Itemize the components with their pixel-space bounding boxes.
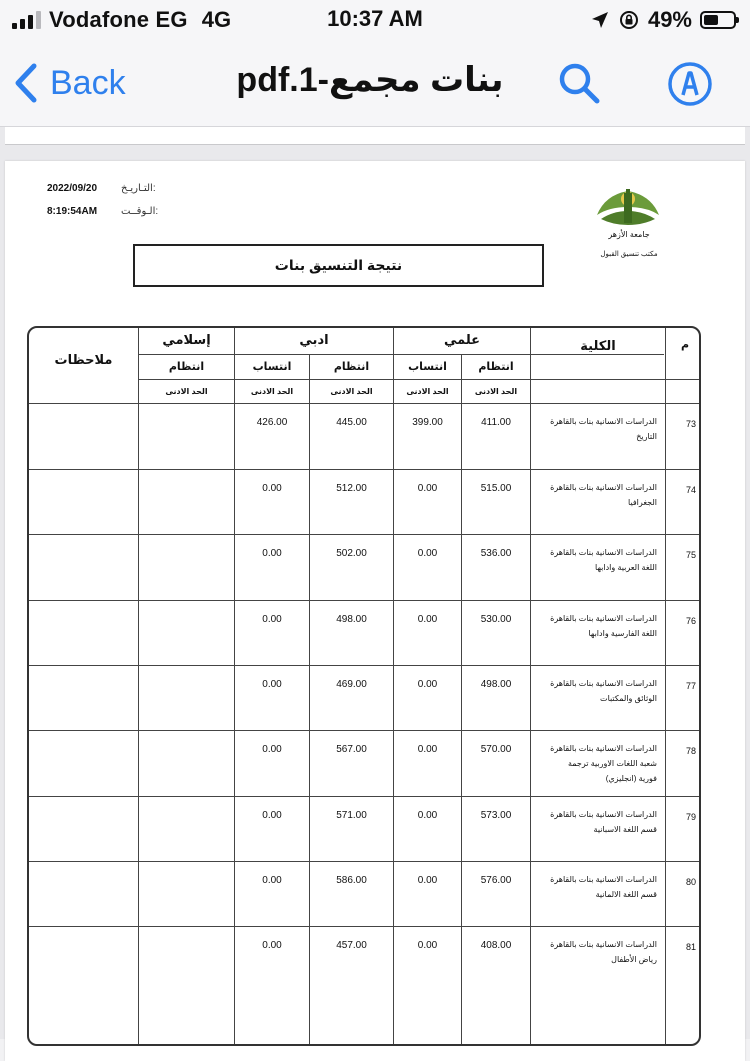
column-line: [530, 328, 531, 1046]
row-line: [29, 861, 701, 862]
azhar-logo-icon: [595, 185, 661, 231]
college-name: الدراسات الانسانية بنات بالقاهرة قسم اللغة الالمانية: [550, 875, 657, 899]
battery-icon: [700, 11, 736, 29]
sci-regular-min-header: الحد الادنى: [474, 387, 518, 396]
lit-regular-value: 502.00: [336, 548, 367, 559]
navigation-bar: [0, 42, 750, 127]
college-name: الدراسات الانسانية بنات بالقاهرة شعبة اللغات الاوربية ترجمة فورية (انجليزي): [550, 744, 657, 783]
sci-regular-value: 536.00: [480, 548, 512, 559]
lit-affiliate-value: 0.00: [262, 679, 282, 690]
back-label: Back: [50, 63, 126, 102]
column-line: [665, 328, 666, 1046]
battery-percent: 49%: [647, 7, 692, 32]
row-line: [29, 926, 701, 927]
time-value: 8:19:54AM: [47, 206, 98, 217]
results-table: [27, 326, 701, 1046]
sci-affiliate-value: 0.00: [417, 875, 438, 886]
lit-affiliate-min-header: الحد الادنى: [250, 387, 294, 396]
lit-regular-value: 567.00: [336, 744, 367, 755]
sci-affiliate-value: 0.00: [417, 810, 438, 821]
lit-regular-value: 512.00: [336, 483, 367, 494]
col-header-number: م: [680, 339, 690, 351]
row-line: [29, 796, 701, 797]
lit-affiliate-value: 0.00: [262, 614, 282, 625]
col-header-notes: ملاحظات: [54, 352, 113, 367]
lit-regular-value: 498.00: [336, 614, 367, 625]
back-button[interactable]: [14, 58, 126, 108]
header-line: [139, 379, 699, 380]
row-number: 81: [685, 942, 696, 952]
row-number: 74: [685, 485, 696, 495]
status-bar: [0, 0, 750, 42]
row-number: 75: [685, 550, 696, 560]
lit-regular-value: 571.00: [336, 810, 367, 821]
college-name: الدراسات الانسانية بنات بالقاهرة الوثائق والمكتبات: [550, 679, 657, 703]
lit-affiliate-value: 426.00: [256, 417, 288, 428]
row-line: [29, 730, 701, 731]
col-header-literary: ادبي: [299, 332, 329, 347]
row-line: [29, 665, 701, 666]
search-icon[interactable]: [556, 60, 604, 108]
header-line: [139, 354, 664, 355]
column-line: [138, 328, 139, 1046]
sci-regular-value: 498.00: [480, 679, 512, 690]
date-label: التـاريـخ:: [121, 183, 156, 194]
sci-regular-value: 576.00: [480, 875, 512, 886]
row-line: [29, 469, 701, 470]
sci-affiliate-value: 0.00: [417, 679, 438, 690]
lit-regular-value: 445.00: [336, 417, 367, 428]
carrier-name: Vodafone EG: [49, 7, 188, 32]
lit-regular-value: 469.00: [336, 679, 367, 690]
col-header-college: الكلية: [580, 338, 616, 353]
college-name: الدراسات الانسانية بنات بالقاهرة الجغرافيا: [550, 483, 657, 507]
sci-regular-value: 530.00: [480, 614, 512, 625]
row-number: 79: [685, 812, 696, 822]
sci-affiliate-value: 0.00: [417, 548, 438, 559]
pdf-viewer[interactable]: [0, 127, 750, 1039]
date-value: 2022/09/20: [47, 183, 98, 194]
lit-affiliate-value: 0.00: [262, 940, 282, 951]
sci-affiliate-value: 399.00: [412, 417, 443, 428]
row-number: 78: [685, 746, 696, 756]
lit-regular-value: 586.00: [336, 875, 367, 886]
document-title: بنات مجمع-1.pdf: [236, 61, 504, 99]
chevron-left-icon: [14, 62, 38, 104]
sci-regular-value: 408.00: [480, 940, 512, 951]
pdf-page: [5, 161, 745, 1061]
lit-affiliate-value: 0.00: [262, 744, 282, 755]
college-name: الدراسات الانسانية بنات بالقاهرة اللغة العربية وادابها: [550, 548, 657, 572]
time-label: الـوقــت:: [121, 206, 159, 217]
lit-affiliate-header: انتساب: [252, 361, 292, 373]
lit-regular-min-header: الحد الادنى: [330, 387, 373, 396]
sci-regular-value: 411.00: [481, 417, 511, 428]
isl-regular-header: انتظام: [168, 361, 205, 373]
sci-affiliate-value: 0.00: [417, 940, 438, 951]
row-line: [29, 600, 701, 601]
isl-regular-min-header: الحد الادنى: [165, 387, 208, 396]
lit-regular-value: 457.00: [336, 940, 367, 951]
status-time: 10:37 AM: [327, 6, 423, 31]
row-number: 76: [685, 616, 696, 626]
college-name: الدراسات الانسانية بنات بالقاهرة التاريخ: [550, 417, 657, 441]
sci-regular-value: 573.00: [480, 810, 512, 821]
sci-regular-value: 570.00: [480, 744, 512, 755]
row-number: 73: [685, 419, 696, 429]
status-right: [590, 6, 736, 34]
college-name: الدراسات الانسانية بنات بالقاهرة اللغة الفارسية وادابها: [550, 614, 657, 638]
sci-affiliate-value: 0.00: [417, 614, 438, 625]
previous-page-edge: [5, 127, 745, 145]
col-header-scientific: علمي: [443, 332, 481, 347]
sci-affiliate-min-header: الحد الادنى: [406, 387, 449, 396]
battery-level-fill: [704, 15, 718, 25]
lit-affiliate-value: 0.00: [262, 875, 282, 886]
row-number: 77: [685, 681, 696, 691]
lit-regular-header: انتظام: [333, 361, 370, 373]
location-arrow-icon: [590, 10, 610, 30]
col-header-islamic: إسلامي: [162, 332, 211, 347]
sci-regular-header: انتظام: [478, 361, 514, 373]
lit-affiliate-value: 0.00: [262, 548, 282, 559]
row-number: 80: [685, 877, 696, 887]
markup-icon[interactable]: [666, 60, 714, 108]
office-name: مكتب تنسيق القبول: [600, 251, 658, 258]
sci-affiliate-header: انتساب: [408, 361, 447, 373]
university-name: جامعة الأزهر: [608, 230, 650, 239]
result-title: نتيجة التنسيق بنات: [133, 244, 544, 287]
sci-regular-value: 515.00: [480, 483, 512, 494]
college-name: الدراسات الانسانية بنات بالقاهرة رياض الأطفال: [550, 940, 657, 964]
lit-affiliate-value: 0.00: [262, 483, 282, 494]
sci-affiliate-value: 0.00: [417, 483, 438, 494]
header-line: [29, 403, 701, 404]
row-line: [29, 534, 701, 535]
network-type: 4G: [201, 7, 232, 32]
college-name: الدراسات الانسانية بنات بالقاهرة قسم اللغة الاسبانية: [550, 810, 657, 834]
sci-affiliate-value: 0.00: [417, 744, 438, 755]
lit-affiliate-value: 0.00: [262, 810, 282, 821]
orientation-lock-icon: [618, 9, 640, 31]
